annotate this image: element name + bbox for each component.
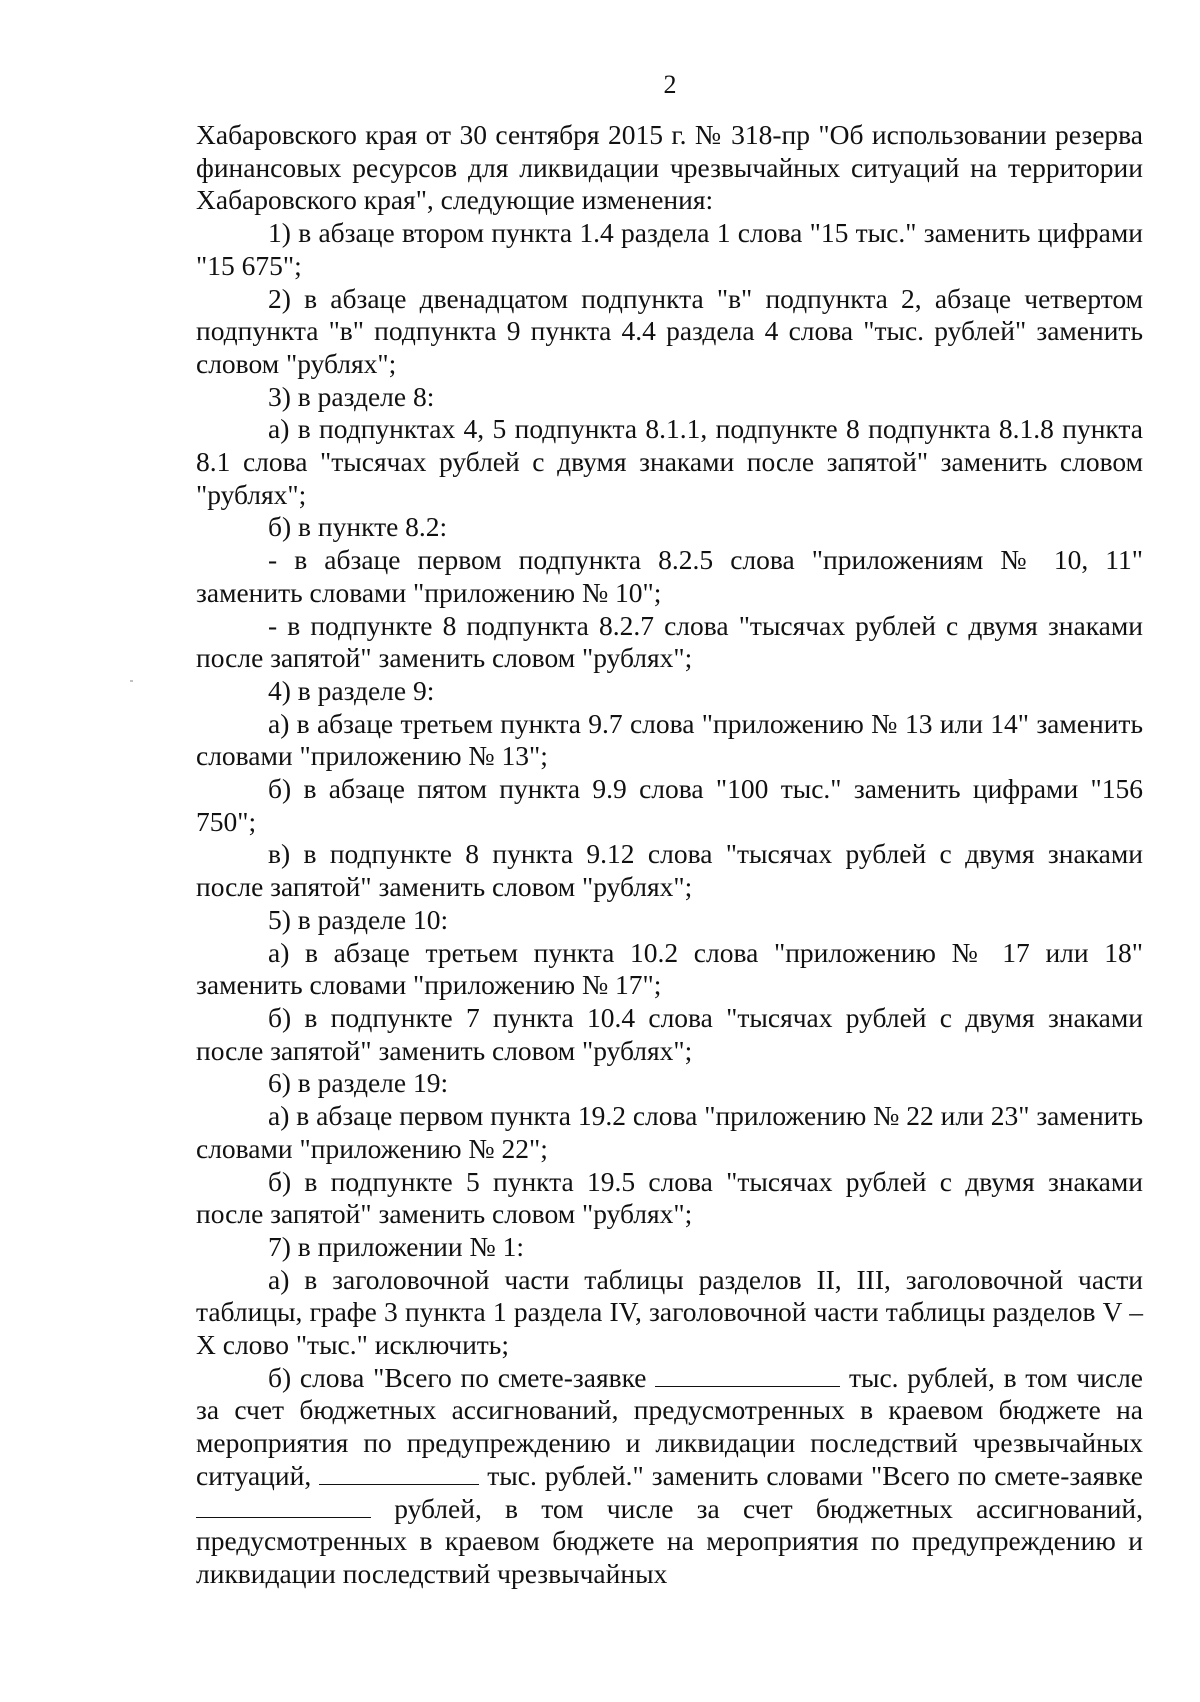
paragraph-item-6a: а) в абзаце первом пункта 19.2 слова "приложению № 22 или 23" заменить словами "приложению № 22"; xyxy=(196,1100,1143,1164)
blank-line-3 xyxy=(196,1495,371,1518)
paragraph-item-6b: б) в подпункте 5 пункта 19.5 слова "тысячах рублей с двумя знаками после запятой" заменить словом "рублях"; xyxy=(196,1165,1143,1230)
paragraph-7b-part-3: тыс. рублей." заменить словами "Всего по смете-заявке xyxy=(479,1459,1144,1491)
paragraph-item-1: 1) в абзаце втором пункта 1.4 раздела 1 слова "15 тыс." заменить цифрами "15 675"; xyxy=(196,217,1143,281)
paragraph-item-2: 2) в абзаце двенадцатом подпункта "в" подпункта 2, абзаце четвертом подпункта "в" подпункта 9 пункта 4.4 раздела 4 слова "тыс. рублей" заменить словом "рублях"; xyxy=(196,282,1143,379)
paragraph-item-7a: а) в заголовочной части таблицы разделов II, III, заголовочной части таблицы, графе 3 пункта 1 раздела IV, заголовочной части таблицы разделов V – X слово "тыс." исключить; xyxy=(196,1263,1143,1361)
paragraph-item-4c: в) в подпункте 8 пункта 9.12 слова "тысячах рублей с двумя знаками после запятой" заменить словом "рублях"; xyxy=(196,838,1143,903)
document-body xyxy=(196,119,1143,1591)
paragraph-item-3: 3) в разделе 8: xyxy=(268,380,435,412)
paragraph-item-7: 7) в приложении № 1: xyxy=(268,1230,524,1262)
paragraph-item-4: 4) в разделе 9: xyxy=(268,674,435,706)
paragraph-item-3b-dash-1: - в абзаце первом подпункта 8.2.5 слова "приложениям № 10, 11" заменить словами "приложению № 10"; xyxy=(196,544,1143,608)
blank-line-1 xyxy=(655,1364,840,1387)
paragraph-7b-part-2: тыс. рублей, в том числе за счет бюджетных ассигнований, предусмотренных в краевом бюджете на мероприятия по предупреждению и ликвидации последствий чрезвычайных ситуаций, xyxy=(196,1361,1143,1491)
paragraph-item-5: 5) в разделе 10: xyxy=(268,903,449,935)
paragraph-item-7b xyxy=(196,1362,1143,1591)
blank-line-2 xyxy=(319,1462,479,1485)
paragraph-7b-part-1: б) слова "Всего по смете-заявке xyxy=(268,1361,656,1393)
paragraph-7b-part-4: рублей, в том числе за счет бюджетных ассигнований, предусмотренных в краевом бюджете на мероприятия по предупреждению и ликвидации последствий чрезвычайных xyxy=(196,1492,1143,1589)
page-number: 2 xyxy=(663,70,677,99)
paragraph-item-3a: а) в подпунктах 4, 5 подпункта 8.1.1, подпункте 8 подпункта 8.1.8 пункта 8.1 слова "тысячах рублей с двумя знаками после запятой" заменить словом "рублях"; xyxy=(196,413,1143,510)
paragraph-item-5a: а) в абзаце третьем пункта 10.2 слова "приложению № 17 или 18" заменить словами "приложению № 17"; xyxy=(196,936,1143,1001)
paragraph-item-4a: а) в абзаце третьем пункта 9.7 слова "приложению № 13 или 14" заменить словами "приложению № 13"; xyxy=(196,707,1143,772)
paragraph-item-6: 6) в разделе 19: xyxy=(268,1067,449,1099)
paragraph-item-4b: б) в абзаце пятом пункта 9.9 слова "100 тыс." заменить цифрами "156 750"; xyxy=(196,773,1143,837)
paragraph-item-3b-dash-2: - в подпункте 8 подпункта 8.2.7 слова "тысячах рублей с двумя знаками после запятой" заменить словом "рублях"; xyxy=(196,609,1143,674)
paragraph-item-3b: б) в пункте 8.2: xyxy=(268,511,448,543)
scan-artifact xyxy=(130,680,133,682)
paragraph-intro: Хабаровского края от 30 сентября 2015 г. № 318-пр "Об использовании резерва финансовых ресурсов для ликвидации чрезвычайных ситуаций на территории Хабаровского края", следующие изменения: xyxy=(196,119,1143,216)
paragraph-item-5b: б) в подпункте 7 пункта 10.4 слова "тысячах рублей с двумя знаками после запятой" заменить словом "рублях"; xyxy=(196,1001,1143,1066)
